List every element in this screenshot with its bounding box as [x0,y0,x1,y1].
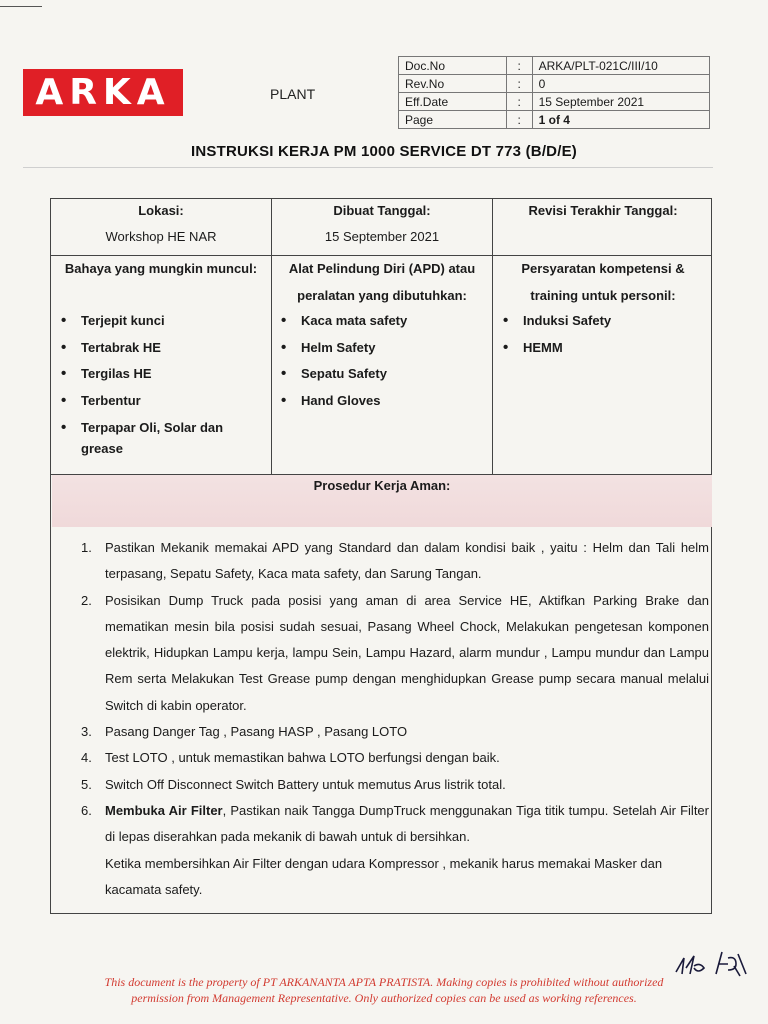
meta-label: Eff.Date [399,93,507,111]
company-logo [23,69,183,116]
step-text: , Pastikan naik Tangga DumpTruck menggunakan Tiga titik tumpu. Setelah Air Filter di lepas diserahkan pada mekanik di bawah untuk di bersihkan. [105,802,709,845]
step-number: 3. [81,724,92,740]
work-instruction-table [50,198,712,914]
document-title: INSTRUKSI KERJA PM 1000 SERVICE DT 773 (B/D/E) [191,143,577,160]
meta-label: Page [399,111,507,129]
last-revision-label: Revisi Terakhir Tanggal: [528,203,678,218]
meta-value: ARKA/PLT-021C/III/10 [532,57,709,75]
apd-header-line2: peralatan yang dibutuhkan: [297,288,467,303]
step-text: Posisikan Dump Truck pada posisi yang aman di area Service HE, Aktifkan Parking Brake dan mematikan mesin bila posisi sudah sesuai, Pasang Wheel Chock, Melakukan pengetesan komponen elektrik, Hidupkan Lampu kerja, lampu Sein, Lampu Hazard, alarm mundur , Lampu mundur dan Lampu Rem serta Melakukan Test Grease pump dengan menghidupkan Grease pump secara manual melalui Switch di kabin operator. [105,592,709,713]
competency-header-line2: training untuk personil: [530,288,676,303]
list-item: • Terbentur [55,388,267,415]
meta-label: Rev.No [399,75,507,93]
competency-header-line1: Persyaratan kompetensi & [521,261,685,276]
meta-label: Doc.No [399,57,507,75]
list-item: • Sepatu Safety [275,361,487,388]
list-item: • HEMM [497,335,709,362]
department-label: PLANT [270,86,316,102]
hazard-continuation: grease [81,441,123,456]
step-number: 6. [81,802,92,818]
procedure-step [81,772,709,798]
logo-text: ARKA [35,71,171,113]
document-meta-table [398,56,710,129]
procedure-step [81,745,709,771]
step-text: Pasang Danger Tag , Pasang HASP , Pasang LOTO [105,724,408,740]
footer-line-1: This document is the property of PT ARKANANTA APTA PRATISTA. Making copies is prohibited without authorized [104,975,664,989]
step-text: Pastikan Mekanik memakai APD yang Standard dan dalam kondisi baik , yaitu : Helm dan Tali helm terpasang, Sepatu Safety, Kaca mata safety, dan Sarung Tangan. [105,540,709,582]
step-number: 1. [81,540,92,555]
step-text: Switch Off Disconnect Switch Battery untuk memutus Arus listrik total. [105,776,506,792]
list-item: • Helm Safety [275,335,487,362]
hazards-list [55,308,267,442]
procedure-note: Ketika membersihkan Air Filter dengan udara Kompressor , mekanik harus memakai Masker dan kacamata safety. [105,855,663,897]
meta-separator: : [506,75,532,93]
meta-value: 15 September 2021 [532,93,709,111]
hazards-header: Bahaya yang mungkin muncul: [64,261,258,276]
meta-row [399,93,710,111]
meta-row [399,75,710,93]
row-divider [51,255,711,256]
list-item: • Tergilas HE [55,361,267,388]
procedure-step [81,535,709,588]
apd-list [275,308,487,415]
column-divider [492,199,493,474]
procedure-header: Prosedur Kerja Aman: [313,478,451,493]
meta-value: 1 of 4 [532,111,709,129]
title-divider [23,167,713,168]
meta-separator: : [506,93,532,111]
list-item: • Induksi Safety [497,308,709,335]
apd-header-line1: Alat Pelindung Diri (APD) atau [288,261,476,276]
location-label: Lokasi: [138,203,184,218]
list-item: • Kaca mata safety [275,308,487,335]
step-number: 5. [81,776,92,792]
procedure-step [81,798,709,851]
scan-mark [0,6,42,7]
meta-separator: : [506,111,532,129]
meta-row [399,57,710,75]
procedure-step [81,719,709,745]
procedure-steps [81,535,709,903]
competency-list [497,308,709,361]
created-date-label: Dibuat Tanggal: [333,203,431,218]
meta-row [399,111,710,129]
list-item: • Terpapar Oli, Solar dan [55,415,267,442]
created-date-value: 15 September 2021 [324,229,440,244]
row-divider [51,474,711,475]
list-item: • Tertabrak HE [55,335,267,362]
step-number: 2. [81,592,92,608]
procedure-step [81,588,709,719]
meta-value: 0 [532,75,709,93]
step-text: Test LOTO , untuk memastikan bahwa LOTO berfungsi dengan baik. [105,750,500,766]
step-number: 4. [81,750,92,766]
list-item: • Hand Gloves [275,388,487,415]
meta-separator: : [506,57,532,75]
list-item: • Terjepit kunci [55,308,267,335]
footer-line-2: permission from Management Representative. Only authorized copies can be used as working references. [131,991,637,1005]
step-lead: Membuka Air Filter [105,802,223,818]
location-value: Workshop HE NAR [105,229,217,244]
document-footer [0,974,768,1006]
